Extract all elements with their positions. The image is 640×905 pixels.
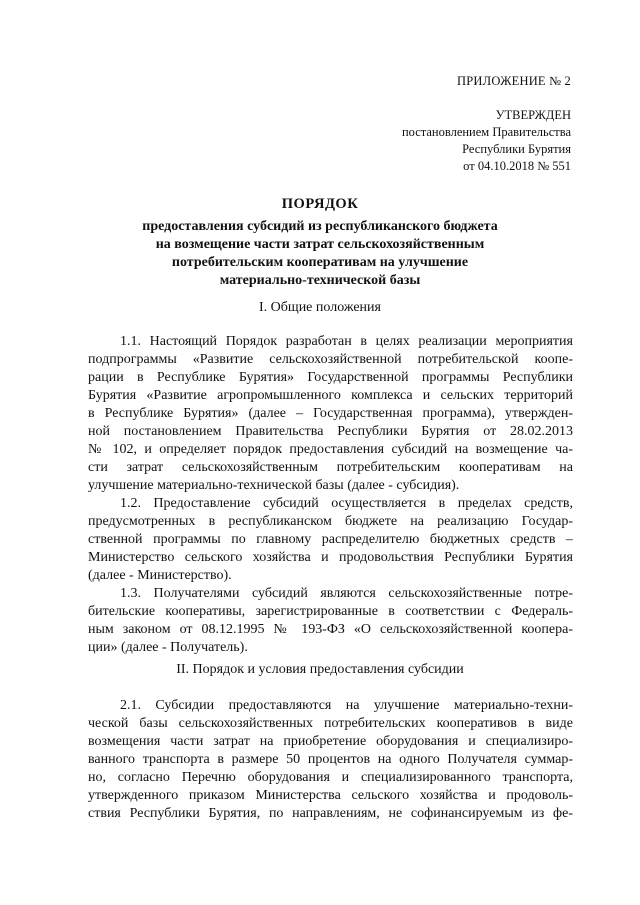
paragraph-line: рации в Республике Бурятия» Государственной программы Республики: [88, 370, 573, 385]
document-subtitle-line: на возмещение части затрат сельскохозяйственным: [155, 237, 485, 252]
document-subtitle-line: предоставления субсидий из республиканского бюджета: [142, 219, 498, 234]
section-heading: II. Порядок и условия предоставления субсидии: [176, 662, 464, 677]
paragraph-line: подпрограммы «Развитие сельскохозяйственной потребительской коопе-: [88, 352, 573, 367]
paragraph-line: 2.1. Субсидии предоставляются на улучшение материально-техни-: [120, 698, 573, 713]
paragraph-line: ной постановлением Правительства Республики Бурятия от 28.02.2013: [88, 424, 573, 439]
paragraph-line: в Республике Бурятия» (далее – Государственная программа), утвержден-: [88, 406, 573, 421]
approved-label: УТВЕРЖДЕН: [495, 108, 571, 122]
paragraph-line: (далее - Министерство).: [88, 568, 232, 583]
paragraph-line: сти затрат сельскохозяйственным потребительским кооперативам на: [88, 460, 573, 475]
paragraph-line: ствия Республики Бурятия, по направлениям, не софинансируемым из фе-: [88, 806, 573, 821]
paragraph-line: Министерство сельского хозяйства и продовольствия Республики Бурятия: [88, 550, 573, 565]
paragraph-line: возмещения части затрат на приобретение оборудования и специализиро-: [88, 734, 573, 749]
section-heading: I. Общие положения: [259, 300, 381, 315]
paragraph-line: 1.3. Получателями субсидий являются сельскохозяйственные потре-: [120, 586, 573, 601]
paragraph-line: Бурятия «Развитие агропромышленного комплекса и сельских территорий: [88, 388, 573, 403]
approval-line: постановлением Правительства: [401, 125, 571, 139]
paragraph-line: № 102, и определяет порядок предоставления субсидий на возмещение ча-: [88, 442, 573, 457]
paragraph-line: 1.1. Настоящий Порядок разработан в целях реализации мероприятия: [120, 334, 573, 349]
paragraph-line: 1.2. Предоставление субсидий осуществляется в пределах средств,: [120, 496, 573, 511]
paragraph-line: предусмотренных в республиканском бюджете на реализацию Государ-: [88, 514, 573, 529]
document-subtitle-line: потребительским кооперативам на улучшение: [171, 255, 469, 270]
approval-line: Республики Бурятия: [462, 142, 571, 156]
document-subtitle-line: материально-технической базы: [219, 273, 421, 288]
paragraph-line: утвержденного приказом Министерства сельского хозяйства и продоволь-: [88, 788, 573, 803]
appendix-label: ПРИЛОЖЕНИЕ № 2: [457, 74, 571, 88]
document-title: ПОРЯДОК: [281, 196, 359, 212]
paragraph-line: ственной программы по главному распределителю бюджетных средств –: [88, 532, 573, 547]
paragraph-line: но, согласно Перечню оборудования и специализированного транспорта,: [88, 770, 573, 785]
paragraph-line: улучшение материально-технической базы (далее - субсидия).: [88, 478, 460, 493]
paragraph-line: ческой базы сельскохозяйственных потребительских кооперативов в виде: [88, 716, 573, 731]
approval-line: от 04.10.2018 № 551: [463, 159, 571, 173]
paragraph-line: бительские кооперативы, зарегистрированные в соответствии с Федераль-: [88, 604, 573, 619]
paragraph-line: ным законом от 08.12.1995 № 193-ФЗ «О сельскохозяйственной коопера-: [88, 622, 573, 637]
paragraph-line: ции» (далее - Получатель).: [88, 640, 248, 655]
paragraph-line: ванного транспорта в размере 50 процентов на одного Получателя суммар-: [88, 752, 573, 767]
